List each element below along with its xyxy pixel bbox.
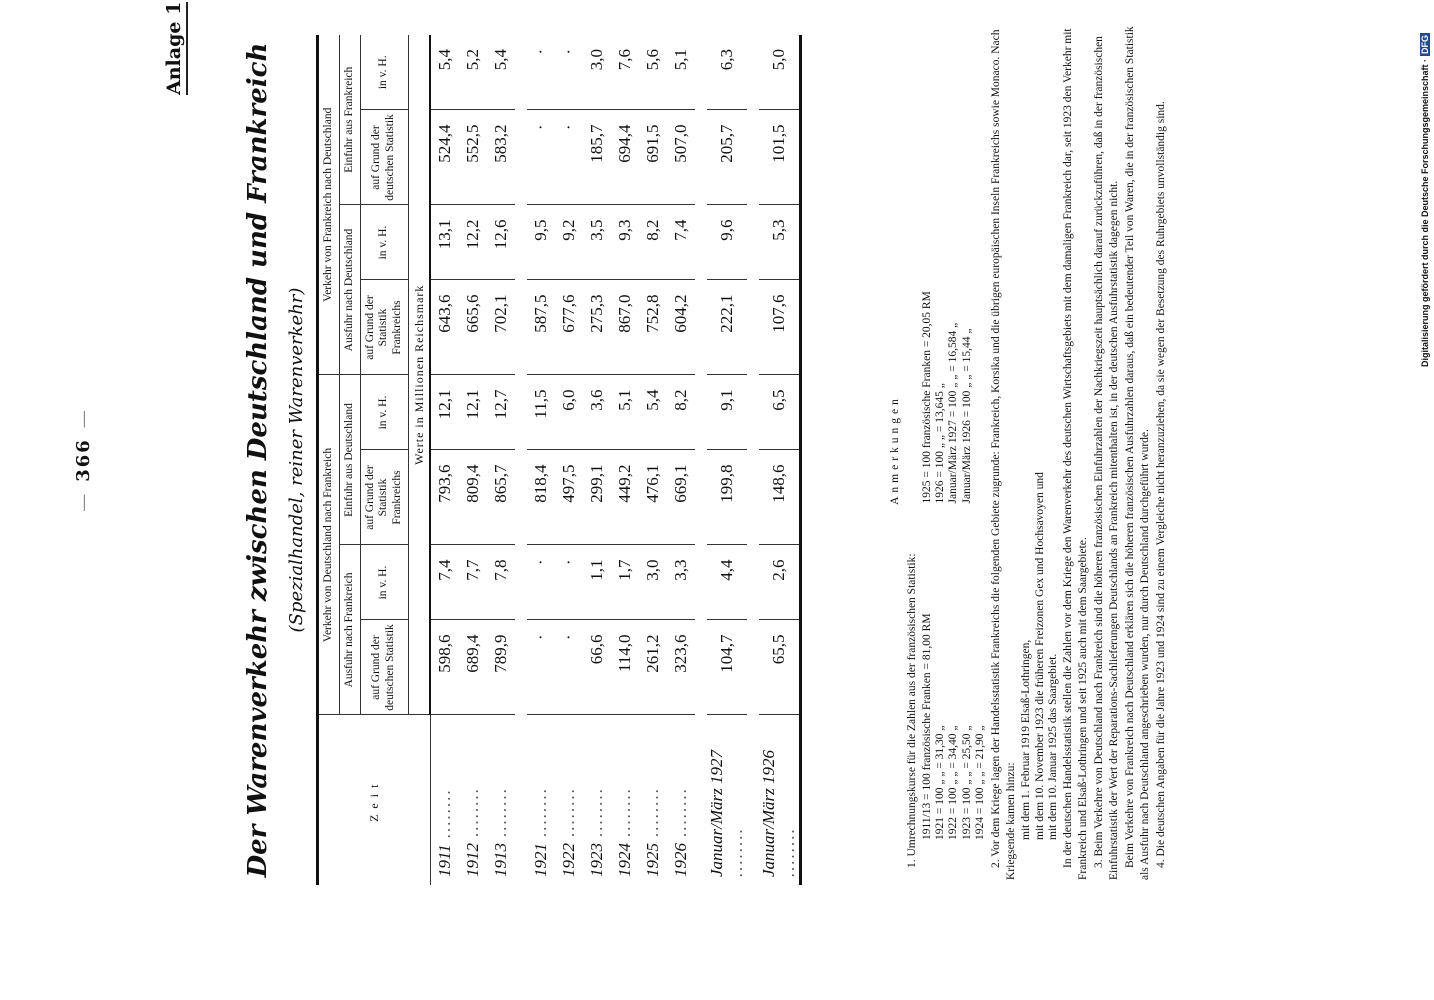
rate-line: 1924 = 100 „ „ = 21,90 „ [973, 725, 986, 840]
header-subgroup: Ausfuhr nach Frankreich [339, 545, 360, 715]
table-cell: · [527, 620, 555, 715]
table-cell: 199,8 [707, 450, 747, 545]
table-cell: 449,2 [611, 450, 639, 545]
row-label [487, 715, 515, 885]
rate-line: Januar/März 1926 = 100 „ „ = 15,44 „ [960, 328, 973, 504]
table-row [667, 35, 695, 885]
table-cell: 12,2 [459, 205, 487, 280]
table-row [527, 35, 555, 885]
table-cell: 13,1 [430, 205, 459, 280]
table-row [759, 35, 801, 885]
notes-section [888, 20, 1170, 880]
row-label-text: 1911 [435, 844, 455, 877]
row-label [667, 715, 695, 885]
leader-dots: ........ [491, 786, 511, 843]
table-cell: 865,7 [487, 450, 515, 545]
table-cell: 11,5 [527, 375, 555, 450]
table-row [707, 35, 747, 885]
table-cell: 9,1 [707, 375, 747, 450]
row-label [527, 715, 555, 885]
header-column: auf Grund der deutschen Statistik [360, 620, 408, 715]
table-cell: 694,4 [611, 110, 639, 205]
table-cell: 497,5 [555, 450, 583, 545]
table-cell: 789,9 [487, 620, 515, 715]
table-cell: 598,6 [430, 620, 459, 715]
dfg-logo: DFG [1420, 34, 1430, 54]
table-cell: 689,4 [459, 620, 487, 715]
table-cell: 7,4 [430, 545, 459, 620]
header-column: in v. H. [360, 205, 408, 280]
table-cell: 1,7 [611, 545, 639, 620]
exchange-rates [921, 20, 987, 840]
table-cell: 299,1 [583, 450, 611, 545]
table-cell: 867,0 [611, 280, 639, 375]
table-cell: 261,2 [639, 620, 667, 715]
row-label [555, 715, 583, 885]
table-cell: · [555, 620, 583, 715]
table-cell: 5,1 [611, 375, 639, 450]
table-cell: 643,6 [430, 280, 459, 375]
table-cell: 12,6 [487, 205, 515, 280]
table-row [430, 35, 459, 885]
spacer-cell [747, 35, 759, 885]
table-cell: · [555, 545, 583, 620]
header-column: in v. H. [360, 545, 408, 620]
table-cell: 7,7 [459, 545, 487, 620]
note-2-item: mit dem 10. November 1923 die früheren Freizonen Gex und Hochsavoyen und [1033, 472, 1046, 840]
row-label-text: Januar/März 1927 [707, 749, 727, 877]
table-cell: 691,5 [639, 110, 667, 205]
table-cell: 677,6 [555, 280, 583, 375]
table-cell: 148,6 [759, 450, 801, 545]
table-row [487, 35, 515, 885]
table-cell: 5,6 [639, 35, 667, 110]
row-label-text: 1913 [491, 843, 511, 877]
table-cell: 9,6 [707, 205, 747, 280]
rates-left [921, 613, 987, 840]
row-label [611, 715, 639, 885]
table-cell: 583,2 [487, 110, 515, 205]
row-label-text: 1926 [671, 843, 691, 877]
table-cell: 65,5 [759, 620, 801, 715]
table-cell: · [555, 110, 583, 205]
note-2: 2. Vor dem Kriege lagen der Handelsstatistik Frankreichs die folgenden Gebiete zugrunde: Frankreich, Korsika und die übrigen europäischen Inseln Frankreichs sowie Monaco. Nach Kriegsende kamen hinzu: [989, 29, 1017, 880]
credit-text: Digitalisierung gefördert durch die Deutsche Forschungsgemeinschaft · [1420, 58, 1430, 368]
leader-dots: ........ [435, 788, 455, 845]
row-label-text: 1925 [643, 843, 663, 877]
table-cell: 818,4 [527, 450, 555, 545]
note-2-item: mit dem 1. Februar 1919 Elsaß-Lothringen, [1019, 639, 1032, 840]
note-4: 4. Die deutschen Angaben für die Jahre 1923 und 1924 sind zu einem Vergleiche nicht heranzuziehen, da sie wegen der Besetzung des Ruhrgebiets unvollständig sind. [1154, 101, 1167, 868]
unit-row: Werte in Millionen Reichsmark [408, 35, 430, 715]
table-cell: 3,6 [583, 375, 611, 450]
table-cell: 524,4 [430, 110, 459, 205]
header-zeit: Zeit [318, 715, 431, 885]
table-cell: 9,3 [611, 205, 639, 280]
row-label [707, 715, 747, 885]
table-cell: 3,0 [583, 35, 611, 110]
table-cell: 7,4 [667, 205, 695, 280]
table-cell: 185,7 [583, 110, 611, 205]
table-cell: 6,5 [759, 375, 801, 450]
table-cell: 114,0 [611, 620, 639, 715]
table-cell: 476,1 [639, 450, 667, 545]
leader-dots: ........ [587, 786, 607, 843]
table-cell: 12,1 [430, 375, 459, 450]
table-cell: 6,0 [555, 375, 583, 450]
table-cell: · [527, 35, 555, 110]
table-cell: 669,1 [667, 450, 695, 545]
spacer-cell [695, 35, 707, 885]
page-number: 366 [73, 438, 94, 482]
rotated-page [43, 0, 1293, 960]
spacer-row [695, 35, 707, 885]
leader-dots: ........ [463, 786, 483, 843]
notes-heading: Anmerkungen [889, 395, 901, 505]
table-cell: 323,6 [667, 620, 695, 715]
table-cell: 12,7 [487, 375, 515, 450]
table-cell: 66,6 [583, 620, 611, 715]
header-column: in v. H. [360, 35, 408, 110]
table-row [555, 35, 583, 885]
table-cell: 4,4 [707, 545, 747, 620]
table-cell: 222,1 [707, 280, 747, 375]
row-label-text: 1921 [531, 843, 551, 877]
header-column: in v. H. [360, 375, 408, 450]
table-cell: 9,5 [527, 205, 555, 280]
table-body [430, 35, 801, 885]
rate-line: 1921 = 100 „ „ = 31,30 „ [934, 725, 947, 840]
row-label [430, 715, 459, 885]
annex-label: Anlage 1 [163, 2, 188, 95]
leader-dots: ........ [671, 786, 691, 843]
table-cell: 7,6 [611, 35, 639, 110]
table-cell: 5,3 [759, 205, 801, 280]
leader-dots: ........ [615, 786, 635, 843]
header-column: auf Grund der Statistik Frankreichs [360, 280, 408, 375]
spacer-row [747, 35, 759, 885]
header-column: auf Grund der Statistik Frankreichs [360, 450, 408, 545]
rate-line: 1923 = 100 „ „ = 25,50 „ [960, 725, 973, 840]
row-label-text: 1922 [559, 843, 579, 877]
note-3-extra: Beim Verkehre von Frankreich nach Deutschland erklären sich die höheren französischen Ausfuhrzahlen daraus, daß ein bedeutender Teil von Waren, die in der französischen Statistik als Ausfuhr nach Deutschland angeschrieben wurden, nur durch Deutschland durchgeführt wurde. [1123, 26, 1151, 880]
leader-dots: ........ [559, 786, 579, 843]
table-cell: 507,0 [667, 110, 695, 205]
table-cell: 9,2 [555, 205, 583, 280]
rate-line: 1911/13 = 100 französische Franken = 81,00 RM [920, 613, 933, 840]
table-cell: · [555, 35, 583, 110]
row-label-text: 1912 [463, 843, 483, 877]
table-cell: 5,0 [759, 35, 801, 110]
header-subgroup: Einfuhr aus Frankreich [339, 35, 360, 205]
row-label [639, 715, 667, 885]
table-cell: 5,4 [639, 375, 667, 450]
row-label-text: Januar/März 1926 [759, 749, 779, 877]
table-cell: · [527, 110, 555, 205]
page-title: Der Warenverkehr zwischen Deutschland und Frankreich [243, 42, 273, 878]
note-1: 1. Umrechnungskurse für die Zahlen aus der französischen Statistik: [905, 553, 918, 868]
row-label-text: 1924 [615, 843, 635, 877]
header-group: Verkehr von Frankreich nach Deutschland [318, 35, 340, 375]
table-cell: 12,1 [459, 375, 487, 450]
header-subgroup: Ausfuhr nach Deutschland [339, 205, 360, 375]
table-cell: 665,6 [459, 280, 487, 375]
page-subtitle: (Spezialhandel, reiner Warenverkehr) [286, 287, 307, 633]
table-cell: 8,2 [639, 205, 667, 280]
rate-line: 1925 = 100 französische Franken = 20,05 RM [920, 291, 933, 504]
table-cell: 8,2 [667, 375, 695, 450]
leader-dots: ........ [727, 827, 747, 877]
header-subgroup: Einfuhr aus Deutschland [339, 375, 360, 545]
row-label [583, 715, 611, 885]
table-cell: 793,6 [430, 450, 459, 545]
header-group: Verkehr von Deutschland nach Frankreich [318, 375, 340, 715]
note-2-items [1020, 20, 1061, 880]
table-row [583, 35, 611, 885]
row-label [459, 715, 487, 885]
rate-line: 1926 = 100 „ „ = 13,645 „ [934, 383, 947, 504]
table-cell: 752,8 [639, 280, 667, 375]
table-cell: 3,3 [667, 545, 695, 620]
table-cell: 107,6 [759, 280, 801, 375]
note-2-extra: In der deutschen Handelsstatistik stellen die Zahlen vor dem Kriege den Warenverkehr des deutschen Wirtschaftsgebiets mit dem damaligen Frankreich dar, seit 1923 den Verkehr mit Frankreich und Elsaß-Lothringen und seit 1925 auch mit dem Saargebiete. [1062, 28, 1090, 880]
table-cell: 5,4 [487, 35, 515, 110]
spacer-row [515, 35, 527, 885]
table-cell: 604,2 [667, 280, 695, 375]
rate-line: Januar/März 1927 = 100 „ „ = 16,584 „ [947, 322, 960, 504]
table-cell: 3,5 [583, 205, 611, 280]
table-cell: 275,3 [583, 280, 611, 375]
spacer-cell [515, 35, 527, 885]
header-column: auf Grund der deutschen Statistik [360, 110, 408, 205]
table-cell: 104,7 [707, 620, 747, 715]
table-cell: 5,2 [459, 35, 487, 110]
table-cell: 809,4 [459, 450, 487, 545]
running-header: —366— [73, 408, 94, 512]
table-cell: 205,7 [707, 110, 747, 205]
table-cell: 587,5 [527, 280, 555, 375]
table-cell: 1,1 [583, 545, 611, 620]
leader-dots: ........ [531, 786, 551, 843]
leader-dots: ........ [779, 827, 799, 877]
trade-table [316, 35, 802, 885]
row-label [759, 715, 801, 885]
table-cell: 3,0 [639, 545, 667, 620]
table-cell: 702,1 [487, 280, 515, 375]
rate-line: 1922 = 100 „ „ = 34,40 „ [947, 725, 960, 840]
rates-right [921, 291, 987, 503]
table-cell: 552,5 [459, 110, 487, 205]
table-cell: 2,6 [759, 545, 801, 620]
note-3: 3. Beim Verkehre von Deutschland nach Frankreich sind die höheren französischen Einfuhrzahlen der Nachkriegszeit hauptsächlich darauf zurückzuführen, daß in der französischen Einfuhrstatistik der Wert der Reparations-Sachlieferungen Deutschlands an Frankreich mitenthalten ist, in der deutschen Ausfuhrstatistik dagegen nicht. [1093, 36, 1121, 880]
note-2-item: mit dem 10. Januar 1925 das Saargebiet. [1047, 653, 1060, 840]
table-cell: 5,4 [430, 35, 459, 110]
row-label-text: 1923 [587, 843, 607, 877]
leader-dots: ........ [643, 786, 663, 843]
table-row [639, 35, 667, 885]
table-cell: 101,5 [759, 110, 801, 205]
table-cell: 7,8 [487, 545, 515, 620]
table-cell: · [527, 545, 555, 620]
table-row [459, 35, 487, 885]
table-cell: 5,1 [667, 35, 695, 110]
digitization-credit [1418, 10, 1432, 390]
table-row [611, 35, 639, 885]
table-cell: 6,3 [707, 35, 747, 110]
